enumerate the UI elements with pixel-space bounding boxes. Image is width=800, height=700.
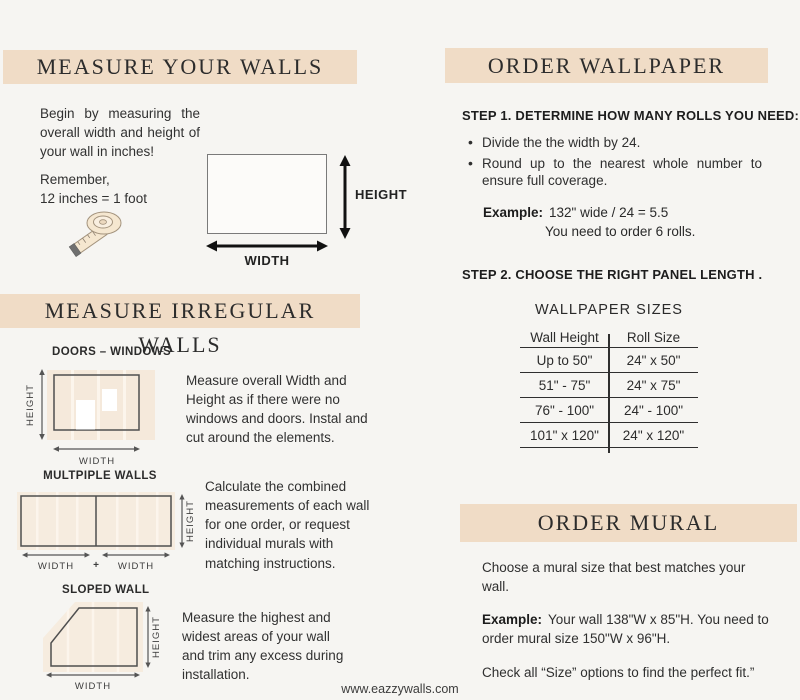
multiple-walls-label: MULTPIPLE WALLS xyxy=(43,470,157,482)
multiple-walls-text: Calculate the combined measurements of each wall for one order, or request individual murals with matching instructions. xyxy=(205,479,370,571)
mural-check-size-text: Check all “Size” options to find the perfect fit.” xyxy=(482,664,755,680)
mural-example-label: Example: xyxy=(482,612,543,628)
section-title-order-mural: ORDER MURAL xyxy=(460,504,797,542)
cell-wall-height: 51" - 75" xyxy=(538,377,591,393)
doors-height-label: HEIGHT xyxy=(25,384,36,426)
doors-windows-text: Measure overall Width and Height as if there were no windows and doors. Instal and cut around the elements. xyxy=(186,373,368,446)
multiple-walls-diagram xyxy=(10,488,210,573)
section-title-order-wallpaper: ORDER WALLPAPER xyxy=(445,48,768,83)
table-column-divider xyxy=(608,334,610,453)
multiple-width-label-right: WIDTH xyxy=(117,561,155,572)
cell-roll-size: 24" x 75" xyxy=(626,377,681,393)
cell-wall-height: 76" - 100" xyxy=(534,402,595,418)
sloped-width-label: WIDTH xyxy=(74,681,112,692)
multiple-width-label-left: WIDTH xyxy=(37,561,75,572)
width-label: WIDTH xyxy=(244,253,290,268)
remember-line2: 12 inches = 1 foot xyxy=(40,191,147,207)
mural-example-body: Your wall 138"W x 85"H. You need to order mural size 150"W x 96"H. xyxy=(482,612,769,647)
cell-roll-size: 24" x 50" xyxy=(626,352,681,368)
example-result: You need to order 6 rolls. xyxy=(545,224,696,239)
cell-wall-height: Up to 50" xyxy=(536,352,593,368)
bullet-round-up: • Round up to the nearest whole number to ensure full coverage. xyxy=(467,155,762,190)
remember-note xyxy=(40,170,147,208)
example-label: Example: xyxy=(483,205,544,220)
doors-windows-diagram xyxy=(25,366,180,471)
multiple-height-label: HEIGHT xyxy=(185,500,196,542)
step1-heading: STEP 1. DETERMINE HOW MANY ROLLS YOU NEED: xyxy=(462,108,800,123)
cell-roll-size: 24" - 100" xyxy=(623,402,684,418)
mural-intro-text: Choose a mural size that best matches your wall. xyxy=(482,560,746,595)
height-arrow xyxy=(337,155,353,239)
order-mural-text-block xyxy=(482,558,772,696)
table-header-roll-size: Roll Size xyxy=(626,330,681,345)
wallpaper-sizes-title: WALLPAPER SIZES xyxy=(535,302,683,318)
website-url: www.eazzywalls.com xyxy=(341,682,459,696)
remember-line1: Remember, xyxy=(40,172,110,187)
width-arrow xyxy=(206,238,328,254)
wallpaper-sizes-table xyxy=(520,328,698,448)
doors-width-label: WIDTH xyxy=(78,456,116,467)
bullet-divide: • Divide the the width by 24. xyxy=(467,134,762,152)
doors-windows-label: DOORS – WINDOWS xyxy=(52,346,172,358)
sloped-wall-label: SLOPED WALL xyxy=(62,584,150,596)
section-title-measure-your-walls: MEASURE YOUR WALLS xyxy=(3,50,357,84)
sloped-wall-text: Measure the highest and widest areas of your wall and trim any excess during installation. xyxy=(182,610,344,683)
step1-example xyxy=(483,205,695,239)
tape-measure-icon xyxy=(66,208,130,260)
plus-sign: + xyxy=(93,560,99,571)
mural-example-text xyxy=(482,610,772,648)
door-shape xyxy=(76,400,95,430)
height-label: HEIGHT xyxy=(355,187,408,202)
example-calculation: 132" wide / 24 = 5.5 xyxy=(549,205,669,220)
cell-wall-height: 101" x 120" xyxy=(530,427,599,443)
cell-roll-size: 24" x 120" xyxy=(622,427,685,443)
section-title-measure-irregular-walls: MEASURE IRREGULAR WALLS xyxy=(0,294,360,328)
step2-heading: STEP 2. CHOOSE THE RIGHT PANEL LENGTH . xyxy=(462,267,763,282)
wall-rectangle-diagram xyxy=(207,154,327,234)
step1-bullet-list xyxy=(467,134,762,193)
table-header-wall-height: Wall Height xyxy=(530,330,599,345)
sloped-height-label: HEIGHT xyxy=(151,616,162,658)
window-shape xyxy=(102,389,117,411)
measure-walls-intro-text: Begin by measuring the overall width and height of your wall in inches! xyxy=(40,106,200,160)
